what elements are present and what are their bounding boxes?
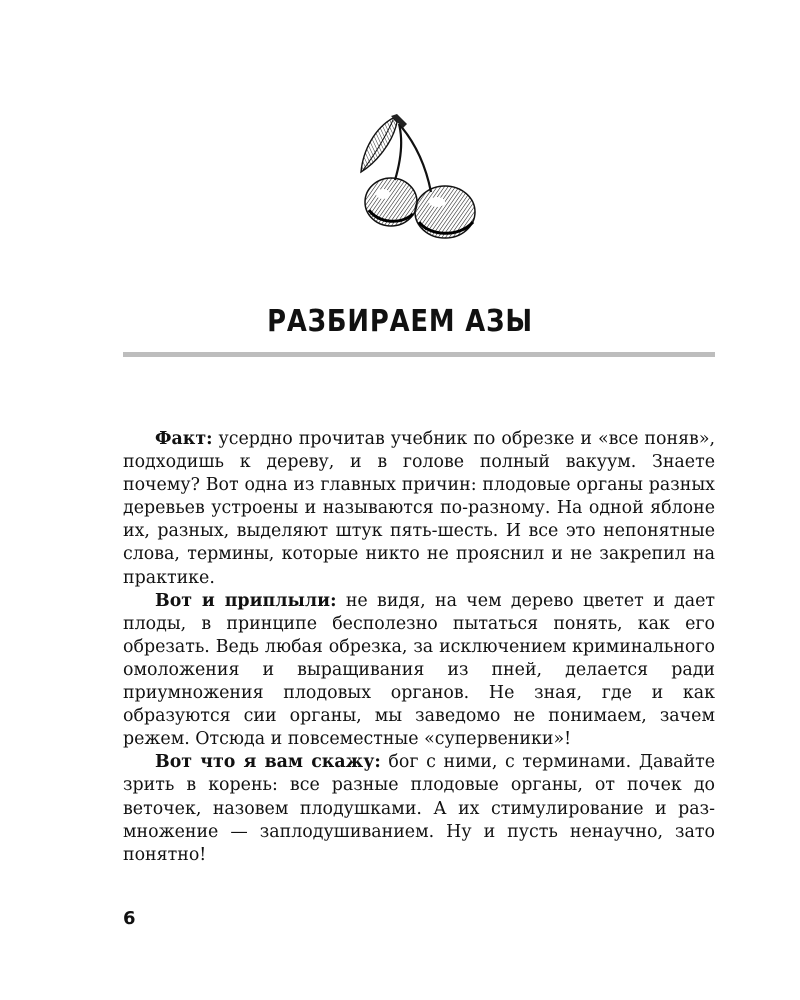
paragraph-lead: Факт: <box>155 429 213 449</box>
paragraph-body: бог с ними, с терминами. Давайте зрить в корень: все разные плодовые органы, от почек до веточек, назовем плодушками. А их стимулирование и размножение — заплодушиванием. Ну и пусть ненаучно, зато понятно! <box>123 752 715 865</box>
paragraph-lead: Вот и приплыли: <box>155 590 337 611</box>
cherry-leaf <box>361 118 397 172</box>
paragraph-advice <box>123 751 715 866</box>
chapter-title: РАЗБИРАЕМ АЗЫ <box>267 304 533 339</box>
cherry-stem-left <box>395 124 401 180</box>
body-text <box>123 428 715 867</box>
paragraph-body: не видя, на чем дерево цветет и дает плоды, в принципе бесполезно пытаться понять, как его обрезать. Ведь любая обрезка, за исключением криминального омоложения и выращивания из пней, делается ради приумножения плодовых органов. Не зная, где и как образуются сии органы, мы заведомо не понимаем, зачем режем. Отсюда и повсеместные «супервеники»! <box>123 590 715 750</box>
paragraph-lead: Вот что я вам скажу: <box>155 752 381 773</box>
paragraph-body: усердно прочитав учебник по обрезке и «все поняв», подходишь к дереву, и в голове полный вакуум. Знаете почему? Вот одна из главных причин: плодовые органы разных деревьев устроены и называются по-разному. На одной яблоне их, разных, выделяют штук пять-шесть. И все это непонятные слова, термины, которые никто не прояснил и не закрепил на практике. <box>123 429 715 588</box>
cherry-left <box>365 178 417 226</box>
paragraph-arrived <box>123 590 715 752</box>
title-divider <box>123 352 715 357</box>
cherry-right <box>415 186 475 238</box>
paragraph-fact <box>123 428 715 590</box>
page-number: 6 <box>123 908 136 929</box>
cherries-icon <box>355 110 490 240</box>
